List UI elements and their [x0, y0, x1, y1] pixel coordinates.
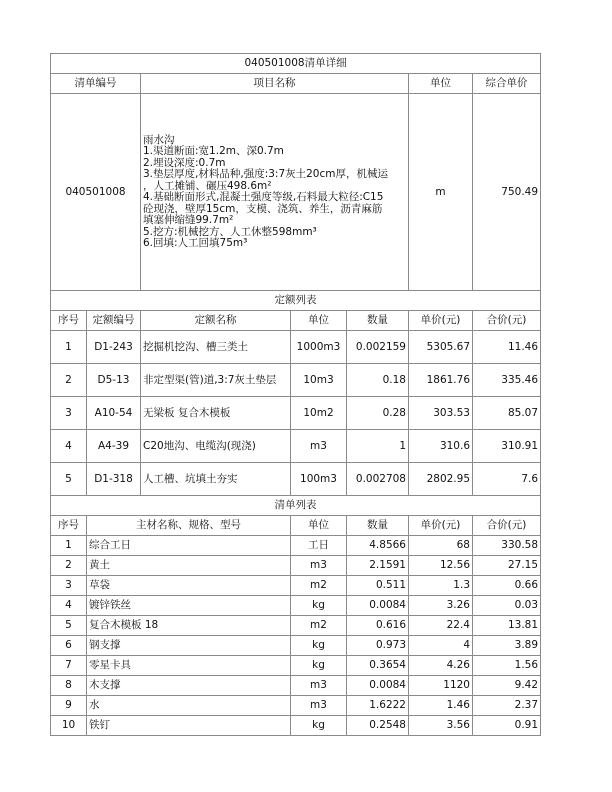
quota-row	[51, 364, 541, 397]
material-cell: 3.26	[409, 596, 473, 616]
description-line: 雨水沟	[143, 133, 175, 146]
material-cell: 1.6222	[347, 696, 409, 716]
material-cell: kg	[291, 636, 347, 656]
material-cell: 2	[51, 556, 87, 576]
quota-cell: 无梁板 复合木模板	[141, 397, 291, 430]
materials-header-cell: 序号	[51, 516, 87, 536]
materials-header-row	[51, 516, 541, 536]
quota-header-cell: 定额编号	[87, 311, 141, 331]
material-cell: 黄土	[87, 556, 291, 576]
material-cell: 8	[51, 676, 87, 696]
quota-cell: D1-318	[87, 463, 141, 496]
material-cell: 0.973	[347, 636, 409, 656]
material-cell: 2.37	[473, 696, 541, 716]
quota-cell: 10m2	[291, 397, 347, 430]
materials-header-cell: 数量	[347, 516, 409, 536]
material-cell: 4.8566	[347, 536, 409, 556]
quota-cell: A10-54	[87, 397, 141, 430]
materials-header-cell: 主材名称、规格、型号	[87, 516, 291, 536]
material-cell: m3	[291, 696, 347, 716]
material-cell: 水	[87, 696, 291, 716]
quota-cell: m3	[291, 430, 347, 463]
material-cell: 2.1591	[347, 556, 409, 576]
material-cell: 3.89	[473, 636, 541, 656]
material-cell: 钢支撑	[87, 636, 291, 656]
material-cell: 7	[51, 656, 87, 676]
materials-header-cell: 合价(元)	[473, 516, 541, 536]
material-cell: 12.56	[409, 556, 473, 576]
material-row	[51, 656, 541, 676]
material-row	[51, 676, 541, 696]
material-cell: 0.0084	[347, 676, 409, 696]
quota-header-cell: 数量	[347, 311, 409, 331]
material-cell: m3	[291, 556, 347, 576]
material-cell: 3.56	[409, 716, 473, 736]
material-cell: m2	[291, 576, 347, 596]
material-row	[51, 576, 541, 596]
materials-header-cell: 单价(元)	[409, 516, 473, 536]
material-cell: 镀锌铁丝	[87, 596, 291, 616]
material-cell: 330.58	[473, 536, 541, 556]
quota-cell: 2802.95	[409, 463, 473, 496]
quota-cell: 人工槽、坑填土夯实	[141, 463, 291, 496]
item-description	[141, 94, 409, 291]
quota-cell: 1000m3	[291, 331, 347, 364]
material-cell: 5	[51, 616, 87, 636]
material-cell: 零星卡具	[87, 656, 291, 676]
material-row	[51, 616, 541, 636]
material-row	[51, 716, 541, 736]
quota-row	[51, 397, 541, 430]
material-cell: 木支撑	[87, 676, 291, 696]
material-cell: 0.66	[473, 576, 541, 596]
material-cell: 铁钉	[87, 716, 291, 736]
material-cell: 复合木模板 18	[87, 616, 291, 636]
material-cell: 0.3654	[347, 656, 409, 676]
quota-row	[51, 430, 541, 463]
quota-cell: 3	[51, 397, 87, 430]
quota-cell: 11.46	[473, 331, 541, 364]
material-cell: 3	[51, 576, 87, 596]
material-cell: 1.3	[409, 576, 473, 596]
material-cell: 综合工日	[87, 536, 291, 556]
material-cell: 0.91	[473, 716, 541, 736]
quota-header-cell: 合价(元)	[473, 311, 541, 331]
material-cell: kg	[291, 596, 347, 616]
quota-cell: 1	[347, 430, 409, 463]
quota-header-cell: 单价(元)	[409, 311, 473, 331]
materials-section-title: 清单列表	[51, 496, 541, 516]
description-line: ，人工摊铺、碾压498.6m²	[143, 179, 272, 192]
quota-header-row	[51, 311, 541, 331]
material-cell: m2	[291, 616, 347, 636]
quota-cell: 1861.76	[409, 364, 473, 397]
item-header-row	[51, 74, 541, 94]
material-cell: 0.0084	[347, 596, 409, 616]
quota-cell: 0.28	[347, 397, 409, 430]
description-line: 1.渠道断面:宽1.2m、深0.7m	[143, 145, 284, 157]
quota-cell: 5305.67	[409, 331, 473, 364]
material-cell: 4	[409, 636, 473, 656]
description-line: 5.挖方:机械挖方、人工休整598mm³	[143, 225, 317, 238]
quota-cell: 4	[51, 430, 87, 463]
material-cell: m3	[291, 676, 347, 696]
quota-header-cell: 单位	[291, 311, 347, 331]
material-cell: 9.42	[473, 676, 541, 696]
material-cell: kg	[291, 656, 347, 676]
bill-detail-sheet	[50, 53, 540, 736]
quota-cell: 挖掘机挖沟、槽三类土	[141, 331, 291, 364]
quota-cell: D5-13	[87, 364, 141, 397]
quota-cell: 310.6	[409, 430, 473, 463]
quota-cell: 310.91	[473, 430, 541, 463]
description-line: 6.回填:人工回填75m³	[143, 237, 248, 249]
quota-cell: 335.46	[473, 364, 541, 397]
material-cell: 10	[51, 716, 87, 736]
quota-cell: 303.53	[409, 397, 473, 430]
description-line: 砼现浇，壁厚15cm，支模、浇筑、养生，沥青麻筋	[143, 202, 383, 215]
header-unit: 单位	[409, 74, 473, 94]
material-cell: 0.616	[347, 616, 409, 636]
material-cell: 9	[51, 696, 87, 716]
material-cell: 4.26	[409, 656, 473, 676]
item-price: 750.49	[473, 94, 541, 291]
material-cell: 1.46	[409, 696, 473, 716]
description-line: 3.垫层厚度,材料品种,强度:3:7灰土20cm厚，机械运	[143, 168, 388, 180]
material-cell: kg	[291, 716, 347, 736]
material-row	[51, 636, 541, 656]
material-row	[51, 696, 541, 716]
item-unit: m	[409, 94, 473, 291]
quota-cell: 2	[51, 364, 87, 397]
quota-cell: D1-243	[87, 331, 141, 364]
material-cell: 1	[51, 536, 87, 556]
material-row	[51, 596, 541, 616]
quota-cell: 85.07	[473, 397, 541, 430]
quota-cell: 0.002708	[347, 463, 409, 496]
description-line: 4.基础断面形式,混凝土强度等级,石料最大粒径:C15	[143, 191, 384, 203]
quota-cell: 0.002159	[347, 331, 409, 364]
quota-cell: 非定型渠(管)道,3:7灰土垫层	[141, 364, 291, 397]
header-name: 项目名称	[141, 74, 409, 94]
material-cell: 6	[51, 636, 87, 656]
material-cell: 0.511	[347, 576, 409, 596]
quota-cell: 7.6	[473, 463, 541, 496]
material-row	[51, 536, 541, 556]
quota-cell: 100m3	[291, 463, 347, 496]
material-cell: 13.81	[473, 616, 541, 636]
material-cell: 工日	[291, 536, 347, 556]
bill-table	[50, 53, 541, 736]
material-cell: 草袋	[87, 576, 291, 596]
quota-cell: 0.18	[347, 364, 409, 397]
materials-header-cell: 单位	[291, 516, 347, 536]
material-cell: 4	[51, 596, 87, 616]
material-cell: 68	[409, 536, 473, 556]
description-line: 2.埋设深度:0.7m	[143, 156, 226, 169]
quota-row	[51, 463, 541, 496]
quota-cell: 5	[51, 463, 87, 496]
material-row	[51, 556, 541, 576]
material-cell: 27.15	[473, 556, 541, 576]
quota-cell: C20地沟、电缆沟(现浇)	[141, 430, 291, 463]
item-row	[51, 94, 541, 291]
quota-header-cell: 序号	[51, 311, 87, 331]
material-cell: 0.2548	[347, 716, 409, 736]
quota-row	[51, 331, 541, 364]
material-cell: 0.03	[473, 596, 541, 616]
sheet-title: 040501008清单详细	[51, 54, 541, 74]
material-cell: 22.4	[409, 616, 473, 636]
header-price: 综合单价	[473, 74, 541, 94]
material-cell: 1.56	[473, 656, 541, 676]
item-code: 040501008	[51, 94, 141, 291]
material-cell: 1120	[409, 676, 473, 696]
quota-header-cell: 定额名称	[141, 311, 291, 331]
quota-cell: A4-39	[87, 430, 141, 463]
quota-cell: 10m3	[291, 364, 347, 397]
header-code: 清单编号	[51, 74, 141, 94]
quota-cell: 1	[51, 331, 87, 364]
description-line: 填塞伸缩缝99.7m²	[143, 214, 234, 226]
quota-section-title: 定额列表	[51, 291, 541, 311]
